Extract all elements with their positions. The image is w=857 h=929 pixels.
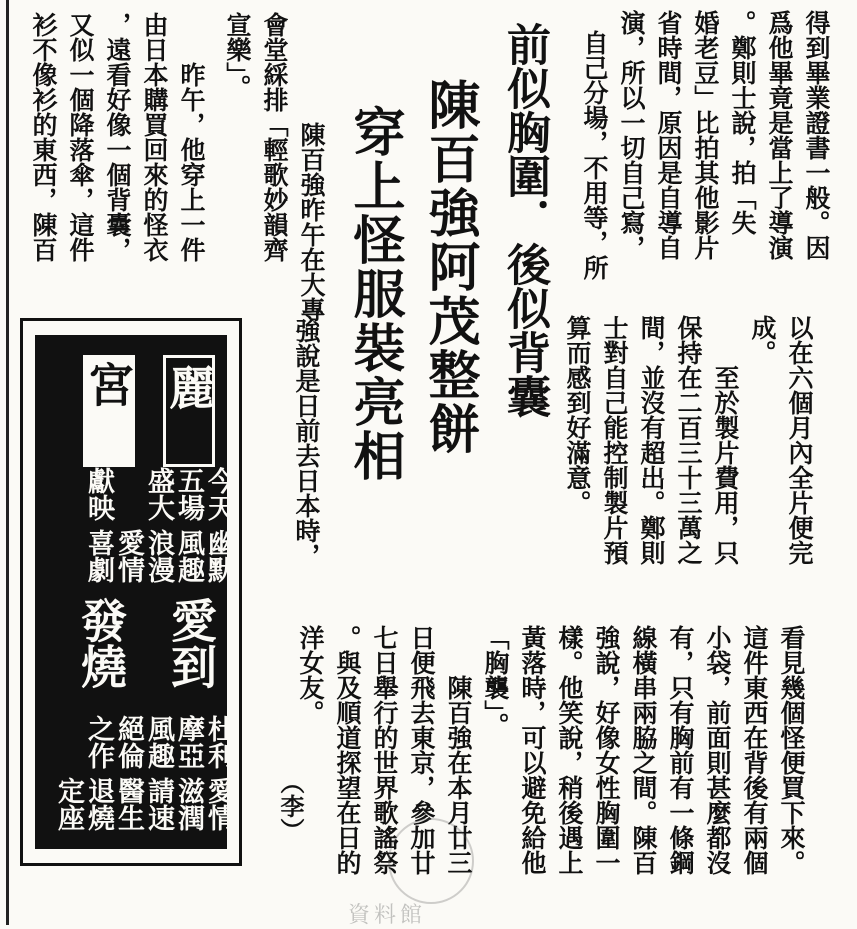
cinema-name-box-a: [163, 355, 215, 467]
body-column-9: 成。: [748, 315, 777, 365]
ad-cast-3b: 絕倫: [113, 715, 144, 769]
lower-column-14: 洋女友。: [296, 625, 325, 725]
ad-cast-3d: 請速: [143, 777, 174, 831]
cinema-name-a: 麗: [162, 364, 216, 410]
lower-column-5: 線橫串兩脇之間。陳百: [629, 625, 658, 875]
ad-black-panel: [35, 335, 234, 849]
lower-column-2: 這件東西在背後有兩個: [740, 625, 769, 875]
body-column-left-2: 會堂綵排「輕歌妙韻齊: [260, 12, 289, 262]
lower-column-3: 小袋，前面則甚麼都沒: [703, 625, 732, 875]
film-title-b: 發燒: [74, 597, 128, 689]
body-column-14: 算而感到好滿意。: [563, 315, 592, 515]
ad-cast-4b: 退燒: [83, 777, 114, 831]
left-border-rule: [6, 0, 9, 925]
body-column-11: 保持在二百三十三萬之: [674, 315, 703, 565]
article-headline: 陳百強阿茂整餅: [419, 78, 480, 456]
body-column-left-tail: 強說是日前去日本時，: [292, 318, 321, 568]
body-column-5: 省時間，原因是自導自: [654, 10, 683, 260]
lower-column-4: 有，只有胸前有一條鋼: [666, 625, 695, 875]
body-column-left-5: 由日本購買回來的怪衣: [140, 12, 169, 262]
lower-column-8: 黃落時，可以避免給他: [518, 625, 547, 875]
archive-watermark: [348, 818, 508, 928]
body-column-left-8: 衫不像衫的東西，陳百: [29, 12, 58, 262]
lower-column-1: 看見幾個怪便買下來。: [777, 625, 806, 875]
body-column-12: 間，並沒有超出。鄭則: [637, 315, 666, 565]
body-column-6: 演，所以一切自己寫，: [617, 10, 646, 260]
body-column-left-3: 宣樂」。: [223, 12, 252, 100]
watermark-text: 資料館: [348, 903, 427, 928]
body-column-7: 自己分場，不用等，所: [580, 30, 609, 280]
ad-col-5b: 喜劇: [83, 529, 114, 583]
ad-col-4b: 愛情: [113, 529, 144, 583]
film-title-a: 愛到: [164, 597, 218, 689]
cinema-name-box-b: [83, 355, 135, 467]
ad-col-1b: 幽默: [203, 529, 234, 583]
body-column-8: 以在六個月內全片便完: [785, 315, 814, 565]
lower-column-10: 陳百強在本月廿三: [444, 625, 473, 875]
cinema-advertisement: [20, 318, 242, 866]
ad-col-4: 獻映: [83, 467, 114, 521]
body-column-10: 至於製片費用，只: [711, 315, 740, 565]
body-column-left-1: 陳百強昨午在大專: [297, 72, 326, 322]
article-headline-2: 穿上怪服裝亮相: [344, 105, 405, 483]
ad-col-2: 五場: [173, 467, 204, 521]
lower-column-9: 「胸襲」。: [481, 625, 510, 738]
ad-col-2b: 風趣: [173, 529, 204, 583]
ad-cast-3: 風趣: [143, 715, 174, 769]
ad-col-3: 盛大: [143, 467, 174, 521]
body-column-left-4: 昨午，他穿上一件: [177, 12, 206, 262]
lower-column-12: 七日舉行的世界歌謠祭: [370, 625, 399, 875]
watermark-seal: [388, 818, 474, 904]
ad-cast-4c: 定座: [53, 777, 84, 831]
ad-cast-2: 摩亞: [173, 715, 204, 769]
ad-cast-1b: 愛情: [203, 777, 234, 831]
ad-col-1: 今天: [203, 467, 234, 521]
ad-cast-2b: 滋潤: [173, 777, 204, 831]
body-column-13: 士對自己能控制製片預: [600, 315, 629, 565]
ad-cast-3c: 醫生: [113, 777, 144, 831]
article-subhead: 前似胸圍．後似背囊: [499, 22, 550, 418]
article-credit: （李）: [276, 770, 304, 842]
body-column-left-7: 又似一個降落傘，這件: [66, 12, 95, 262]
ad-cast-4: 之作: [83, 715, 114, 769]
cinema-name-b: 宮: [81, 361, 135, 407]
body-column-left-6: ，遠看好像一個背囊，: [103, 12, 132, 262]
lower-column-11: 日便飛去東京，參加廿: [407, 625, 436, 875]
body-column-1: 得到畢業證書一般。因: [802, 10, 831, 260]
lower-column-13: 。與及順道探望在日的: [333, 625, 362, 875]
ad-cast-1: 杜利: [203, 715, 234, 769]
lower-column-6: 強說，好像女性胸圍一: [592, 625, 621, 875]
lower-column-7: 樣。他笑說，稍後遇上: [555, 625, 584, 875]
body-column-3: 。鄭則士說，拍「失: [728, 10, 757, 235]
body-column-2: 爲他畢竟是當上了導演: [765, 10, 794, 260]
ad-col-3b: 浪漫: [143, 529, 174, 583]
body-column-4: 婚老豆」比拍其他影片: [691, 10, 720, 260]
